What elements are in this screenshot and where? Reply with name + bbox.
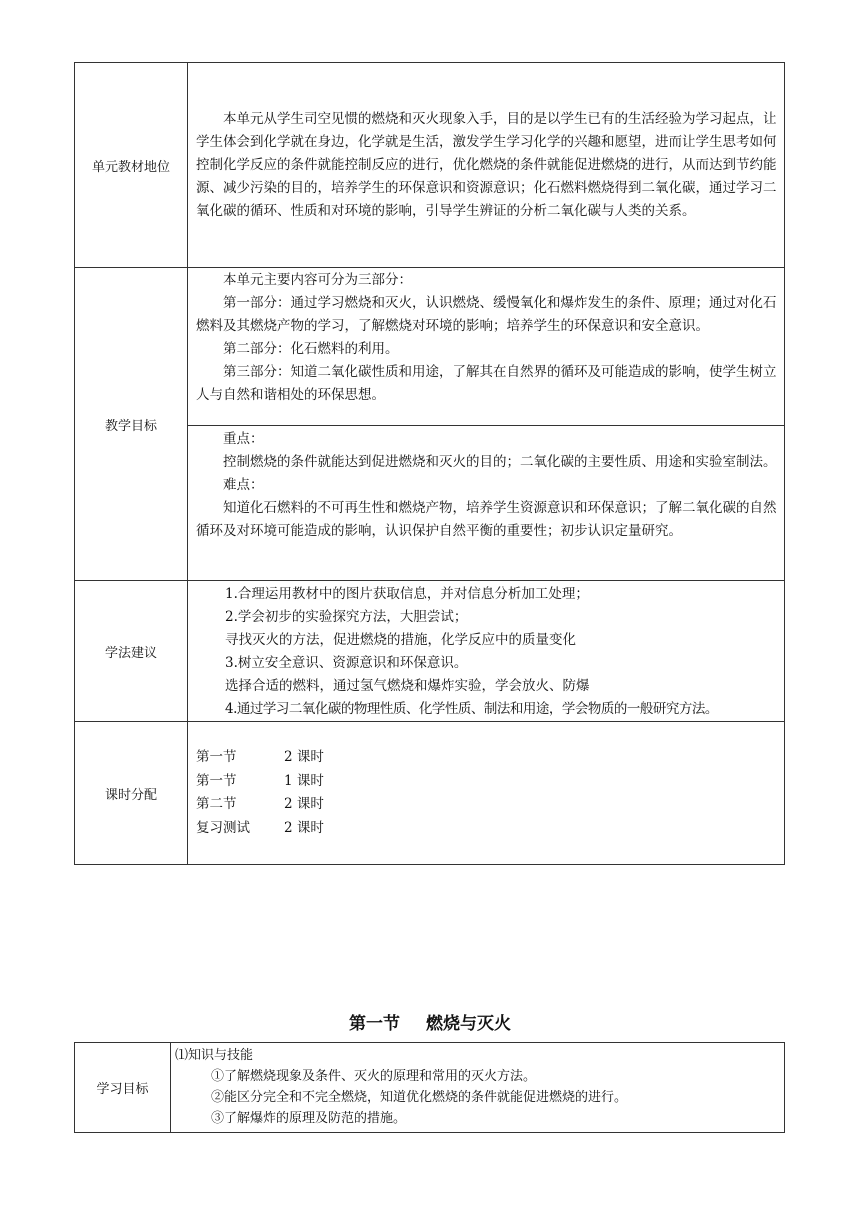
schedule-item-name: 第一节 xyxy=(196,772,237,789)
methods-line: 4.通过学习二氧化碳的物理性质、化学性质、制法和用途，学会物质的一般研究方法。 xyxy=(225,701,718,717)
goals-item: ①了解燃烧现象及条件、灭火的原理和常用的灭火方法。 xyxy=(211,1069,537,1084)
position-label: 单元教材地位 xyxy=(75,63,188,268)
objectives-part2: 第二部分：化石燃料的利用。 xyxy=(223,341,399,357)
goals-label: 学习目标 xyxy=(75,1043,171,1133)
methods-label: 学法建议 xyxy=(75,581,188,722)
objectives-label: 教学目标 xyxy=(75,268,188,581)
section-title xyxy=(0,1009,860,1034)
learning-goals-table xyxy=(74,1042,785,1133)
objectives-part3: 第三部分：知道二氧化碳性质和用途，了解其在自然界的循环及可能造成的影响，使学生树立人与自然和谐相处的环保思想。 xyxy=(196,364,777,403)
schedule-item-hours: 1 课时 xyxy=(284,772,324,789)
schedule-label: 课时分配 xyxy=(75,722,188,865)
position-row xyxy=(75,63,785,268)
objectives-part1: 第一部分：通过学习燃烧和灭火，认识燃烧、缓慢氧化和爆炸发生的条件、原理；通过对化石燃料及其燃烧产物的学习，了解燃烧对环境的影响；培养学生的环保意识和安全意识。 xyxy=(196,295,777,334)
objectives-row xyxy=(75,268,785,426)
methods-line: 1.合理运用教材中的图片获取信息，并对信息分析加工处理； xyxy=(225,586,589,602)
section-name: 燃烧与灭火 xyxy=(426,1014,511,1034)
key-points-text: 控制燃烧的条件就能达到促进燃烧和灭火的目的；二氧化碳的主要性质、用途和实验室制法。 xyxy=(223,454,777,470)
goals-heading: ⑴知识与技能 xyxy=(175,1048,254,1063)
objectives-intro: 本单元主要内容可分为三部分： xyxy=(223,272,412,288)
goals-item: ②能区分完全和不完全燃烧，知道优化燃烧的条件就能促进燃烧的进行。 xyxy=(211,1090,628,1105)
difficult-points-text: 知道化石燃料的不可再生性和燃烧产物，培养学生资源意识和环保意识；了解二氧化碳的自然循环及对环境可能造成的影响，认识保护自然平衡的重要性；初步认识定量研究。 xyxy=(196,500,777,539)
schedule-item-hours: 2 课时 xyxy=(284,796,324,812)
schedule-row xyxy=(75,722,785,865)
difficult-points-label: 难点： xyxy=(223,477,264,493)
methods-line: 选择合适的燃料，通过氢气燃烧和爆炸实验，学会放火、防爆 xyxy=(225,678,590,694)
schedule-list xyxy=(188,746,784,840)
schedule-item-hours: 2 课时 xyxy=(284,819,324,836)
methods-line: 3.树立安全意识、资源意识和环保意识。 xyxy=(225,655,468,671)
schedule-item-name: 第二节 xyxy=(196,796,237,812)
unit-plan-table xyxy=(74,62,785,865)
schedule-item-hours: 2 课时 xyxy=(284,749,324,765)
methods-row xyxy=(75,581,785,722)
goals-item: ③了解爆炸的原理及防范的措施。 xyxy=(211,1111,407,1126)
section-number: 第一节 xyxy=(349,1014,400,1034)
schedule-item-name: 第一节 xyxy=(196,749,237,765)
methods-line: 寻找灭火的方法，促进燃烧的措施，化学反应中的质量变化 xyxy=(225,632,576,648)
schedule-item-name: 复习测试 xyxy=(196,819,250,836)
goals-row xyxy=(75,1043,785,1133)
key-points-label: 重点： xyxy=(223,431,264,447)
methods-line: 2.学会初步的实验探究方法，大胆尝试； xyxy=(225,609,468,625)
position-text: 本单元从学生司空见惯的燃烧和灭火现象入手，目的是以学生已有的生活经验为学习起点，让学生体会到化学就在身边，化学就是生活，激发学生学习化学的兴趣和愿望，进而让学生思考如何控制化学反应的条件就能控制反应的进行，优化燃烧的条件就能促进燃烧的进行，从而达到节约能源、减少污染的目的，培养学生的环保意识和资源意识；化石燃料燃烧得到二氧化碳，通过学习二氧化碳的循环、性质和对环境的影响，引导学生辨证的分析二氧化碳与人类的关系。 xyxy=(196,110,777,219)
